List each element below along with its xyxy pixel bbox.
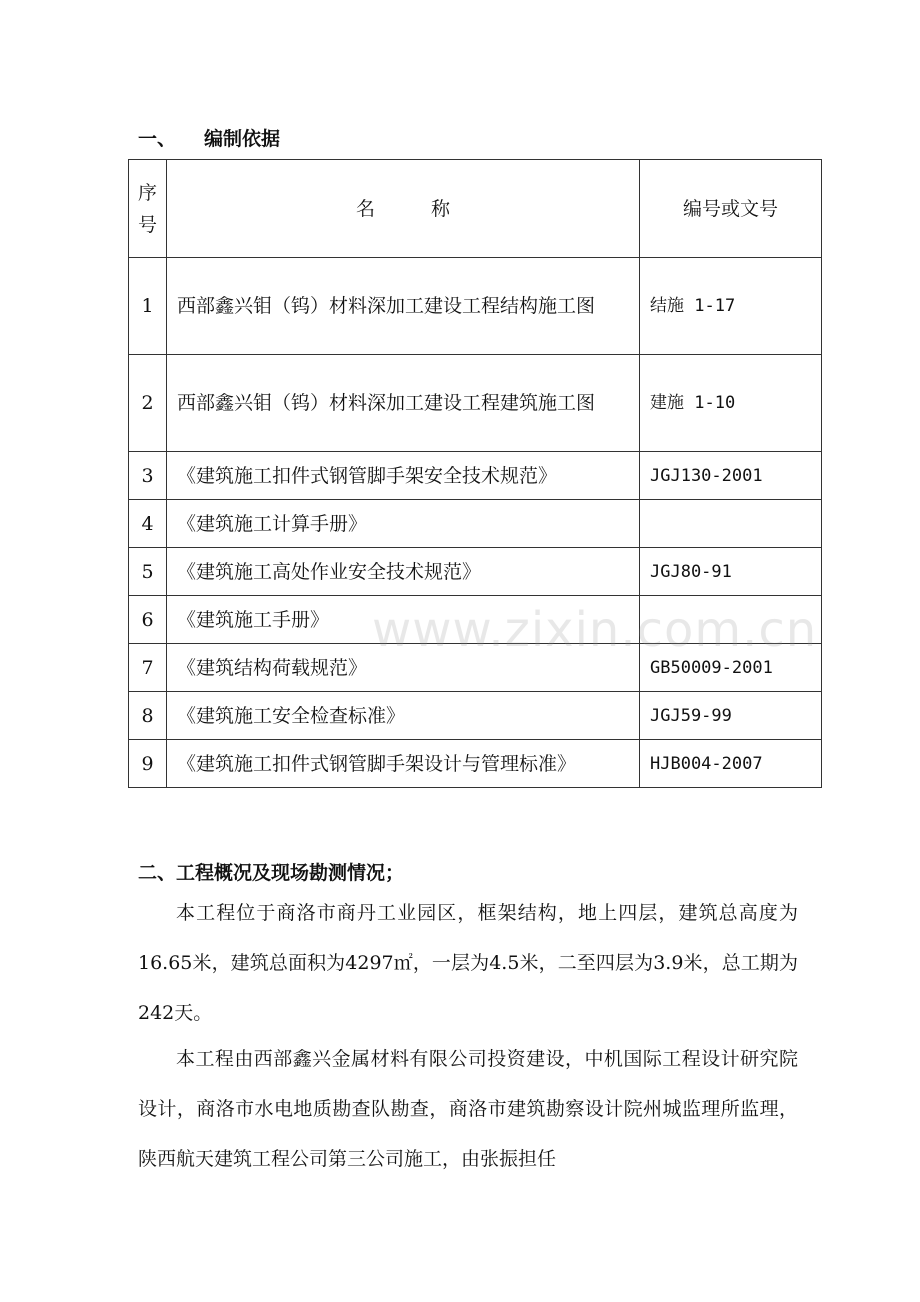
table-header-row [129, 160, 822, 258]
row-code: 结施 1-17 [640, 258, 822, 355]
table-row [129, 740, 822, 788]
section-number: 一、 [138, 128, 177, 150]
overview-paragraph: 本工程由西部鑫兴金属材料有限公司投资建设，中机国际工程设计研究院设计，商洛市水电地质勘查队勘查，商洛市建筑勘察设计院州城监理所监理，陕西航天建筑工程公司第三公司施工，由张振担任 [138, 1048, 798, 1170]
table-row [129, 500, 822, 548]
row-code: HJB004-2007 [640, 740, 822, 788]
row-seq: 3 [129, 452, 167, 500]
header-code: 编号或文号 [640, 160, 822, 258]
row-code: JGJ59-99 [640, 692, 822, 740]
row-name: 《建筑施工计算手册》 [167, 500, 640, 548]
row-code: GB50009-2001 [640, 644, 822, 692]
row-code: 建施 1-10 [640, 355, 822, 452]
row-code: JGJ80-91 [640, 548, 822, 596]
row-name: 《建筑结构荷载规范》 [167, 644, 640, 692]
row-seq: 5 [129, 548, 167, 596]
table-row [129, 355, 822, 452]
section-title: 编制依据 [204, 128, 281, 150]
header-seq: 序号 [129, 160, 167, 258]
table-row [129, 692, 822, 740]
row-name: 《建筑施工扣件式钢管脚手架安全技术规范》 [167, 452, 640, 500]
section-heading-basis [138, 124, 280, 151]
row-name: 《建筑施工扣件式钢管脚手架设计与管理标准》 [167, 740, 640, 788]
row-seq: 1 [129, 258, 167, 355]
row-seq: 6 [129, 596, 167, 644]
table-row [129, 548, 822, 596]
header-name: 名称 [167, 160, 640, 258]
row-name: 西部鑫兴钼（钨）材料深加工建设工程建筑施工图 [167, 355, 640, 452]
row-seq: 7 [129, 644, 167, 692]
row-code [640, 500, 822, 548]
section-heading-overview: 二、工程概况及现场勘测情况； [138, 862, 405, 884]
table-row [129, 258, 822, 355]
table-row [129, 452, 822, 500]
row-seq: 8 [129, 692, 167, 740]
row-seq: 4 [129, 500, 167, 548]
row-seq: 2 [129, 355, 167, 452]
row-code: JGJ130-2001 [640, 452, 822, 500]
row-name: 《建筑施工高处作业安全技术规范》 [167, 548, 640, 596]
row-name: 《建筑施工安全检查标准》 [167, 692, 640, 740]
basis-table [128, 159, 822, 788]
row-seq: 9 [129, 740, 167, 788]
row-name: 西部鑫兴钼（钨）材料深加工建设工程结构施工图 [167, 258, 640, 355]
overview-paragraph: 本工程位于商洛市商丹工业园区，框架结构，地上四层，建筑总高度为16.65米，建筑总面积为4297㎡，一层为4.5米，二至四层为3.9米，总工期为242天。 [138, 902, 798, 1024]
watermark: www.zixin.com.cn [372, 602, 818, 658]
row-name: 《建筑施工手册》 [167, 596, 640, 644]
